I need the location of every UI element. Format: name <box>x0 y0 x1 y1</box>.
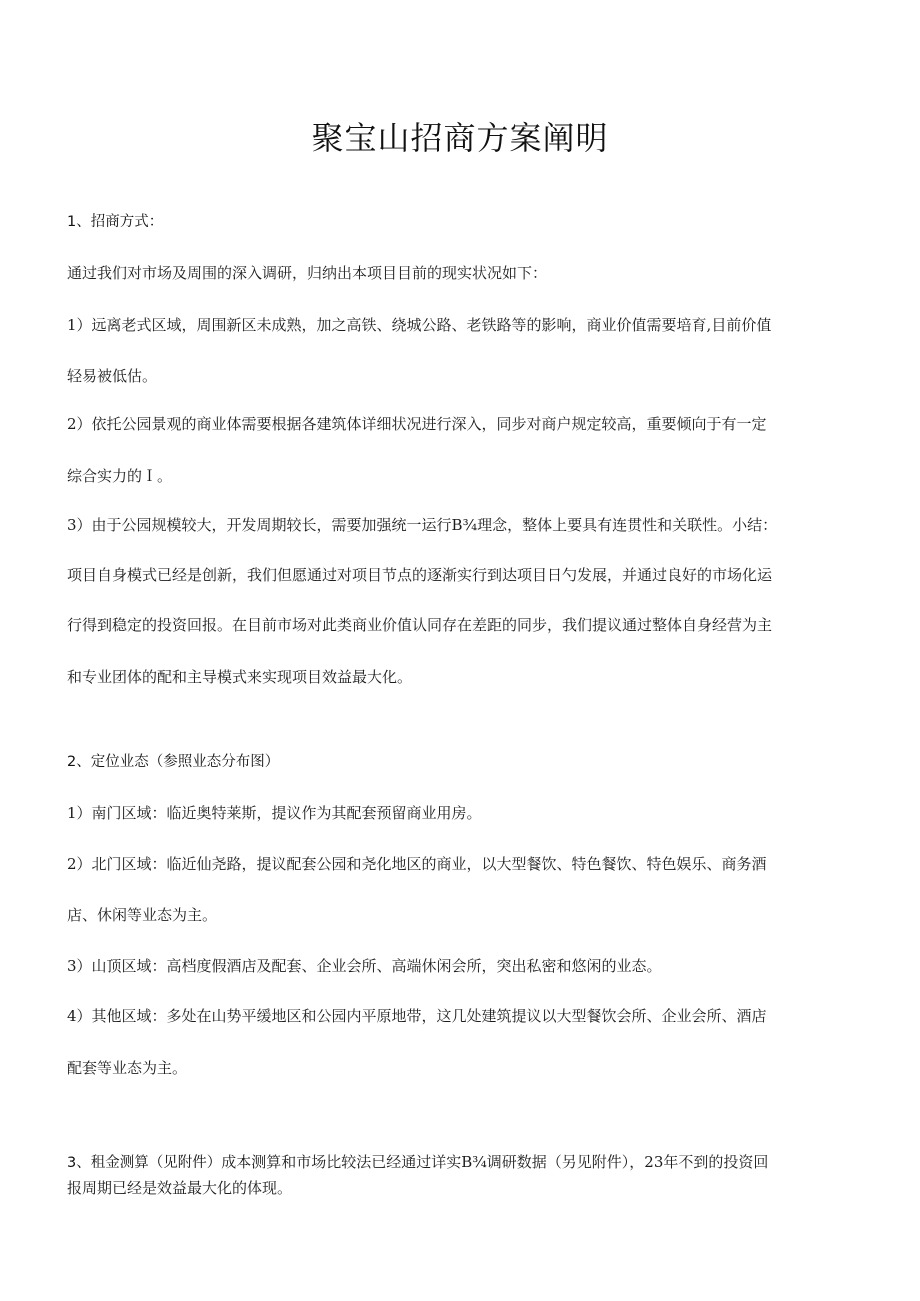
section-2-item-4-line-1: 4）其他区域：多处在山势平缓地区和公园内平原地带，这几处建筑提议以大型餐饮会所、企业会所、酒店 <box>67 1007 767 1025</box>
section-1-item-1-line-1: 1）远离老式区域，周围新区未成熟，加之高铁、绕城公路、老铁路等的影响，商业价值需要培育,目前价值 <box>67 316 772 334</box>
section-1-item-3-line-1: 3）由于公园规模较大，开发周期较长，需要加强统一运行B¾理念，整体上要具有连贯性和关联性。小结： <box>67 516 778 534</box>
section-1-heading: 1、招商方式： <box>67 214 164 230</box>
section-2-item-3: 3）山顶区域：高档度假酒店及配套、企业会所、高端休闲会所，突出私密和悠闲的业态。 <box>67 957 662 975</box>
section-1-intro: 通过我们对市场及周围的深入调研，归纳出本项目目前的现实状况如下： <box>67 264 548 282</box>
section-2-item-2-line-1: 2）北门区域：临近仙尧路，提议配套公园和尧化地区的商业，以大型餐饮、特色餐饮、特色娱乐、商务酒 <box>67 855 767 873</box>
section-1-item-3-line-4: 和专业团体的配和主导模式来实现项目效益最大化。 <box>67 668 413 686</box>
section-1-item-2-line-2: 综合实力的Ｉ。 <box>67 467 173 485</box>
section-1-item-3-line-3: 行得到稳定的投资回报。在目前市场对此类商业价值认同存在差距的同步，我们提议通过整体自身经营为主 <box>67 616 773 634</box>
document-title: 聚宝山招商方案阐明 <box>311 119 609 157</box>
section-3-text-line-2: 报周期已经是效益最大化的体现。 <box>67 1179 293 1197</box>
section-2-item-1: 1）南门区域：临近奥特莱斯，提议作为其配套预留商业用房。 <box>67 804 482 822</box>
section-1-item-1-line-2: 轻易被低估。 <box>67 367 158 385</box>
section-3-heading: 3、租金测算（见附件） <box>67 1155 222 1171</box>
section-3-line-1 <box>67 1150 873 1175</box>
section-1-item-2-line-1: 2）依托公园景观的商业体需要根据各建筑体详细状况进行深入，同步对商户规定较高，重要倾向于有一定 <box>67 415 767 433</box>
section-3-text-line-1: 成本测算和市场比较法已经通过详实B¾调研数据（另见附件），23年不到的投资回 <box>221 1153 769 1171</box>
section-1-item-3-line-2: 项目自身模式已经是创新，我们但愿通过对项目节点的逐渐实行到达项目日勺发展，并通过良好的市场化运 <box>67 566 773 584</box>
section-2-heading: 2、定位业态（参照业态分布图） <box>67 754 280 770</box>
section-2-item-2-line-2: 店、休闲等业态为主。 <box>67 906 218 924</box>
section-2-item-4-line-2: 配套等业态为主。 <box>67 1059 188 1077</box>
